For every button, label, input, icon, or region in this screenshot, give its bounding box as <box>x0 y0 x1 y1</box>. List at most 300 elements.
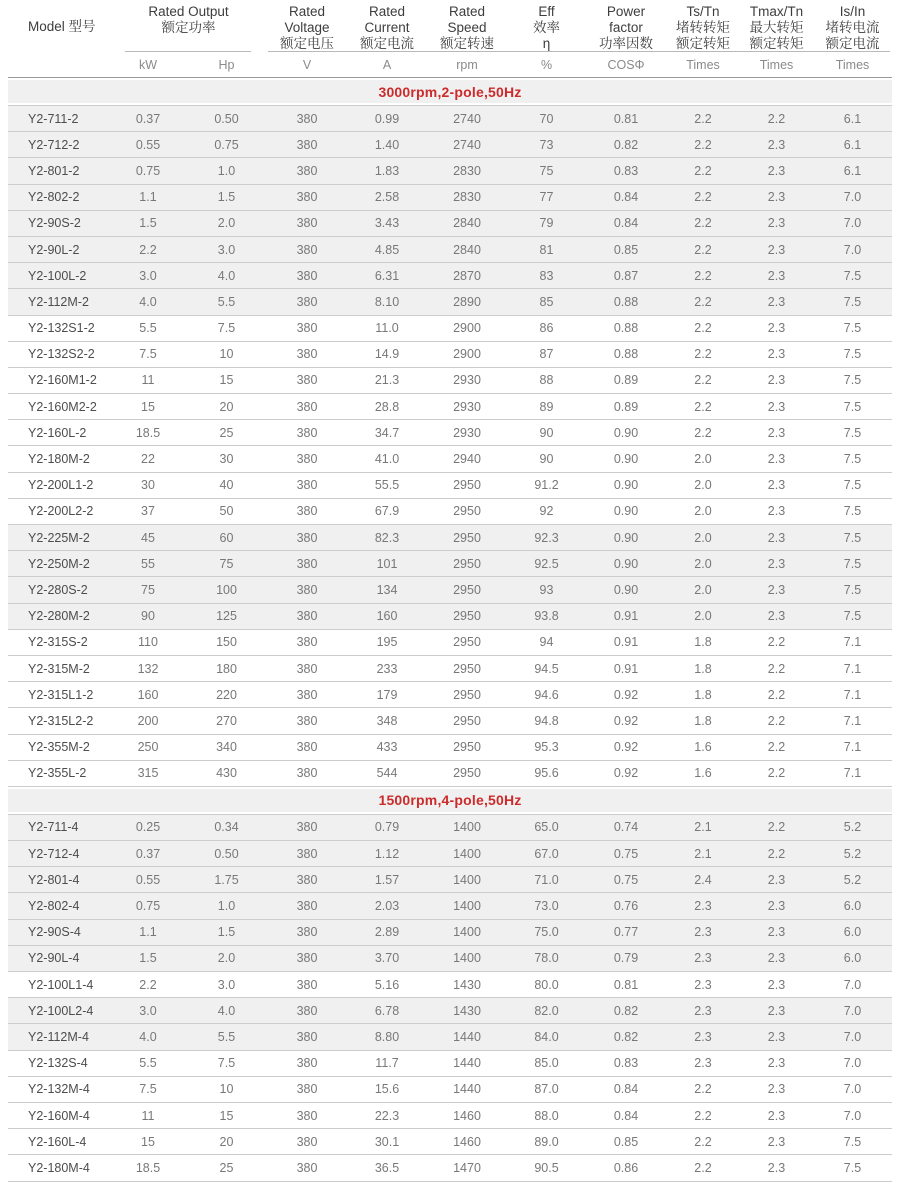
cell-is-in: 5.2 <box>843 846 862 861</box>
cell-current: 28.8 <box>374 399 400 414</box>
cell-hp: 430 <box>216 766 237 781</box>
cell-tmax-tn: 2.3 <box>767 925 786 940</box>
column-header-power-factor <box>586 0 666 53</box>
cell-current: 5.16 <box>374 977 400 992</box>
cell-efficiency: 85 <box>539 294 554 309</box>
table-row <box>8 158 892 184</box>
cell-is-in: 7.5 <box>843 294 862 309</box>
column-header-line: 额定电流 <box>825 36 880 51</box>
cell-ts-tn: 1.6 <box>694 740 712 755</box>
cell-voltage: 380 <box>296 137 318 152</box>
cell-kw: 315 <box>137 766 159 781</box>
cell-speed: 1430 <box>453 977 481 992</box>
cell-hp: 50 <box>219 504 234 519</box>
cell-voltage: 380 <box>296 925 318 940</box>
cell-kw: 3.0 <box>139 268 157 283</box>
cell-is-in: 7.5 <box>843 504 862 519</box>
cell-model: Y2-160M-4 <box>28 1108 90 1123</box>
cell-hp: 4.0 <box>217 1003 236 1018</box>
cell-power-factor: 0.82 <box>613 137 639 152</box>
table-row <box>8 106 892 132</box>
table-row <box>8 656 892 682</box>
cell-power-factor: 0.82 <box>613 1003 639 1018</box>
column-header-line: η <box>542 36 551 51</box>
cell-model: Y2-160L-2 <box>28 425 87 440</box>
cell-speed: 2950 <box>453 609 481 624</box>
cell-current: 8.10 <box>374 294 400 309</box>
cell-speed: 2950 <box>453 766 481 781</box>
units-row <box>8 53 892 78</box>
cell-model: Y2-132S-4 <box>28 1056 88 1071</box>
cell-model: Y2-132M-4 <box>28 1082 90 1097</box>
cell-model: Y2-90L-4 <box>28 951 80 966</box>
cell-current: 11.7 <box>375 1056 399 1071</box>
column-header-line: Voltage <box>284 20 330 35</box>
cell-speed: 2950 <box>453 530 481 545</box>
cell-efficiency: 83 <box>539 268 554 283</box>
cell-model: Y2-160L-4 <box>28 1134 87 1149</box>
cell-efficiency: 94.8 <box>534 713 559 728</box>
rated-output-underline <box>125 51 251 52</box>
cell-is-in: 7.0 <box>843 216 862 231</box>
header-group-underline <box>268 51 890 52</box>
cell-tmax-tn: 2.3 <box>767 1108 786 1123</box>
cell-efficiency: 65.0 <box>534 820 559 835</box>
column-header-line: Is/In <box>839 4 866 19</box>
cell-kw: 1.1 <box>139 925 157 940</box>
column-header-rated-speed <box>427 0 507 53</box>
column-header-line: Rated <box>288 4 326 19</box>
cell-kw: 0.37 <box>135 846 161 861</box>
motor-spec-table <box>8 0 892 1182</box>
cell-power-factor: 0.82 <box>613 1029 639 1044</box>
cell-hp: 4.0 <box>217 268 236 283</box>
cell-model: Y2-315L1-2 <box>28 687 94 702</box>
cell-hp: 25 <box>219 425 234 440</box>
table-row <box>8 446 892 472</box>
cell-current: 22.3 <box>374 1108 400 1123</box>
column-header-line: 效率 <box>533 20 560 35</box>
cell-model: Y2-90S-4 <box>28 925 81 940</box>
cell-power-factor: 0.75 <box>613 846 639 861</box>
column-header-line: Power <box>606 4 646 19</box>
table-row <box>8 289 892 315</box>
column-header-line: Eff <box>538 4 555 19</box>
cell-is-in: 7.5 <box>843 1134 862 1149</box>
cell-is-in: 7.0 <box>843 977 862 992</box>
table-row <box>8 211 892 237</box>
cell-ts-tn: 2.0 <box>694 582 712 597</box>
cell-ts-tn: 2.2 <box>694 1160 712 1175</box>
cell-hp: 5.5 <box>217 294 236 309</box>
cell-model: Y2-280M-2 <box>28 609 90 624</box>
cell-is-in: 7.5 <box>843 425 862 440</box>
cell-voltage: 380 <box>296 190 318 205</box>
table-row <box>8 841 892 867</box>
cell-kw: 1.1 <box>139 190 157 205</box>
cell-hp: 2.0 <box>217 951 236 966</box>
cell-hp: 75 <box>219 556 234 571</box>
cell-is-in: 7.5 <box>843 452 862 467</box>
cell-model: Y2-711-4 <box>28 820 79 835</box>
cell-power-factor: 0.76 <box>613 899 639 914</box>
cell-voltage: 380 <box>296 452 318 467</box>
cell-power-factor: 0.92 <box>613 687 639 702</box>
cell-ts-tn: 2.0 <box>694 478 712 493</box>
cell-is-in: 5.2 <box>843 820 862 835</box>
cell-tmax-tn: 2.2 <box>767 687 786 702</box>
cell-kw: 0.75 <box>135 163 161 178</box>
cell-efficiency: 86 <box>539 321 554 336</box>
unit-cell: Times <box>759 58 794 72</box>
cell-power-factor: 0.89 <box>613 373 639 388</box>
cell-efficiency: 93 <box>539 582 554 597</box>
cell-model: Y2-100L2-4 <box>28 1003 94 1018</box>
cell-ts-tn: 2.2 <box>694 242 712 257</box>
cell-current: 6.31 <box>374 268 400 283</box>
cell-hp: 150 <box>216 635 237 650</box>
cell-tmax-tn: 2.3 <box>767 347 786 362</box>
cell-efficiency: 87 <box>539 347 554 362</box>
cell-kw: 7.5 <box>139 1082 157 1097</box>
cell-efficiency: 91.2 <box>534 478 559 493</box>
cell-tmax-tn: 2.3 <box>767 294 786 309</box>
cell-ts-tn: 2.2 <box>694 1134 712 1149</box>
table-row <box>8 577 892 603</box>
cell-voltage: 380 <box>296 1003 318 1018</box>
column-header-line: 堵转电流 <box>825 20 880 35</box>
cell-hp: 1.5 <box>217 925 236 940</box>
cell-voltage: 380 <box>296 1108 318 1123</box>
cell-voltage: 380 <box>296 163 318 178</box>
cell-is-in: 7.5 <box>843 268 862 283</box>
cell-power-factor: 0.92 <box>613 740 639 755</box>
cell-hp: 340 <box>216 740 237 755</box>
cell-current: 134 <box>376 582 398 597</box>
cell-hp: 2.0 <box>217 216 236 231</box>
unit-cell: Hp <box>218 58 235 72</box>
cell-model: Y2-90S-2 <box>28 216 81 231</box>
cell-tmax-tn: 2.3 <box>767 1029 786 1044</box>
cell-tmax-tn: 2.3 <box>767 951 786 966</box>
cell-tmax-tn: 2.3 <box>767 899 786 914</box>
column-header-line: 额定转矩 <box>676 36 730 51</box>
cell-tmax-tn: 2.3 <box>767 321 786 336</box>
cell-ts-tn: 2.2 <box>694 163 712 178</box>
cell-hp: 60 <box>219 530 234 545</box>
cell-speed: 2900 <box>453 347 481 362</box>
cell-speed: 1400 <box>453 820 481 835</box>
cell-current: 1.12 <box>374 846 400 861</box>
cell-efficiency: 84.0 <box>534 1029 559 1044</box>
cell-hp: 20 <box>219 399 234 414</box>
cell-speed: 2740 <box>453 137 481 152</box>
cell-hp: 10 <box>219 347 234 362</box>
cell-tmax-tn: 2.3 <box>767 242 786 257</box>
cell-ts-tn: 2.2 <box>694 425 712 440</box>
cell-ts-tn: 2.2 <box>694 190 712 205</box>
cell-is-in: 7.5 <box>843 1160 862 1175</box>
table-row <box>8 185 892 211</box>
cell-hp: 0.50 <box>214 846 239 861</box>
cell-efficiency: 75.0 <box>534 925 559 940</box>
unit-cell: % <box>540 58 553 72</box>
column-header-line: Ts/Tn <box>686 4 720 19</box>
cell-tmax-tn: 2.2 <box>767 766 786 781</box>
cell-tmax-tn: 2.3 <box>767 556 786 571</box>
cell-kw: 18.5 <box>135 425 161 440</box>
cell-efficiency: 90.5 <box>534 1160 559 1175</box>
table-row <box>8 867 892 893</box>
cell-is-in: 7.0 <box>843 1029 862 1044</box>
cell-power-factor: 0.89 <box>613 399 639 414</box>
cell-hp: 3.0 <box>217 977 236 992</box>
cell-efficiency: 67.0 <box>534 846 559 861</box>
table-row <box>8 920 892 946</box>
column-header-line: factor <box>609 20 643 35</box>
cell-tmax-tn: 2.2 <box>767 713 786 728</box>
cell-power-factor: 0.91 <box>613 661 639 676</box>
cell-hp: 220 <box>216 687 237 702</box>
cell-ts-tn: 2.3 <box>694 951 712 966</box>
cell-kw: 3.0 <box>139 1003 157 1018</box>
cell-tmax-tn: 2.2 <box>767 635 786 650</box>
cell-speed: 2950 <box>453 556 481 571</box>
cell-current: 14.9 <box>374 347 400 362</box>
cell-ts-tn: 2.2 <box>694 373 712 388</box>
cell-ts-tn: 2.3 <box>694 899 712 914</box>
cell-tmax-tn: 2.3 <box>767 425 786 440</box>
cell-voltage: 380 <box>296 294 318 309</box>
cell-current: 41.0 <box>374 452 400 467</box>
cell-is-in: 6.1 <box>843 163 862 178</box>
cell-voltage: 380 <box>296 609 318 624</box>
cell-is-in: 6.1 <box>843 137 862 152</box>
unit-cell: Times <box>686 58 720 72</box>
cell-ts-tn: 1.8 <box>694 687 712 702</box>
cell-tmax-tn: 2.3 <box>767 977 786 992</box>
cell-current: 179 <box>376 687 398 702</box>
cell-voltage: 380 <box>296 713 318 728</box>
cell-model: Y2-200L2-2 <box>28 504 94 519</box>
column-header-line: Current <box>364 20 410 35</box>
cell-tmax-tn: 2.3 <box>767 530 786 545</box>
table-row <box>8 761 892 787</box>
cell-is-in: 7.0 <box>843 1082 862 1097</box>
column-header-line: 额定转矩 <box>749 36 804 51</box>
cell-kw: 250 <box>137 740 159 755</box>
cell-ts-tn: 2.2 <box>694 347 712 362</box>
cell-voltage: 380 <box>296 1029 318 1044</box>
cell-efficiency: 71.0 <box>534 872 559 887</box>
table-row <box>8 132 892 158</box>
cell-is-in: 7.5 <box>843 609 862 624</box>
cell-efficiency: 94.5 <box>534 661 559 676</box>
cell-is-in: 6.0 <box>843 899 862 914</box>
cell-power-factor: 0.81 <box>613 977 639 992</box>
cell-speed: 2950 <box>453 478 481 493</box>
cell-efficiency: 87.0 <box>534 1082 559 1097</box>
cell-current: 36.5 <box>374 1160 400 1175</box>
cell-tmax-tn: 2.3 <box>767 1082 786 1097</box>
cell-speed: 2950 <box>453 504 481 519</box>
cell-is-in: 7.0 <box>843 1108 862 1123</box>
unit-cell-model <box>8 53 110 77</box>
cell-speed: 2950 <box>453 713 481 728</box>
cell-is-in: 6.0 <box>843 951 862 966</box>
cell-model: Y2-712-4 <box>28 846 80 861</box>
cell-tmax-tn: 2.3 <box>767 1160 786 1175</box>
table-body <box>8 78 892 1182</box>
cell-speed: 2950 <box>453 740 481 755</box>
table-row <box>8 708 892 734</box>
cell-hp: 0.34 <box>214 820 239 835</box>
table-row <box>8 237 892 263</box>
cell-efficiency: 85.0 <box>534 1056 559 1071</box>
cell-efficiency: 94 <box>539 635 554 650</box>
cell-power-factor: 0.90 <box>613 504 639 519</box>
cell-speed: 2840 <box>453 242 481 257</box>
cell-hp: 180 <box>216 661 237 676</box>
cell-kw: 11 <box>141 373 155 388</box>
cell-model: Y2-160M2-2 <box>28 399 97 414</box>
cell-speed: 2930 <box>453 399 481 414</box>
column-header-line: 额定功率 <box>161 20 216 35</box>
cell-model: Y2-315S-2 <box>28 635 88 650</box>
cell-current: 30.1 <box>374 1134 400 1149</box>
cell-power-factor: 0.84 <box>613 190 639 205</box>
cell-speed: 2930 <box>453 373 481 388</box>
cell-kw: 18.5 <box>135 1160 161 1175</box>
column-header-line: Tmax/Tn <box>749 4 804 19</box>
cell-voltage: 380 <box>296 1082 318 1097</box>
cell-power-factor: 0.77 <box>613 925 639 940</box>
cell-voltage: 380 <box>296 899 318 914</box>
cell-ts-tn: 2.3 <box>694 1056 712 1071</box>
cell-current: 233 <box>376 661 398 676</box>
cell-tmax-tn: 2.2 <box>767 740 786 755</box>
cell-hp: 15 <box>219 373 234 388</box>
cell-voltage: 380 <box>296 425 318 440</box>
cell-ts-tn: 2.2 <box>694 111 712 126</box>
cell-ts-tn: 2.2 <box>694 268 712 283</box>
cell-voltage: 380 <box>296 556 318 571</box>
column-header-rated-voltage <box>267 0 347 53</box>
cell-model: Y2-802-2 <box>28 190 80 205</box>
cell-voltage: 380 <box>296 951 318 966</box>
table-row <box>8 316 892 342</box>
table-row <box>8 1077 892 1103</box>
table-row <box>8 525 892 551</box>
cell-ts-tn: 2.2 <box>694 294 712 309</box>
cell-kw: 22 <box>141 452 155 467</box>
cell-current: 3.43 <box>374 216 400 231</box>
cell-is-in: 7.5 <box>843 373 862 388</box>
cell-speed: 1440 <box>453 1056 481 1071</box>
cell-voltage: 380 <box>296 242 318 257</box>
cell-model: Y2-280S-2 <box>28 582 88 597</box>
cell-power-factor: 0.85 <box>613 242 639 257</box>
cell-efficiency: 90 <box>539 425 554 440</box>
cell-voltage: 380 <box>296 872 318 887</box>
table-row <box>8 893 892 919</box>
cell-ts-tn: 2.1 <box>694 846 712 861</box>
cell-kw: 110 <box>138 635 158 650</box>
cell-power-factor: 0.84 <box>613 1108 639 1123</box>
cell-speed: 2900 <box>453 321 481 336</box>
cell-speed: 1400 <box>453 899 481 914</box>
cell-efficiency: 80.0 <box>534 977 559 992</box>
cell-speed: 1440 <box>453 1029 481 1044</box>
cell-current: 8.80 <box>374 1029 400 1044</box>
cell-is-in: 7.1 <box>843 661 862 676</box>
cell-current: 101 <box>376 556 398 571</box>
cell-kw: 0.75 <box>135 899 161 914</box>
cell-ts-tn: 2.0 <box>694 504 712 519</box>
cell-ts-tn: 2.3 <box>694 1029 712 1044</box>
cell-power-factor: 0.91 <box>613 635 639 650</box>
cell-voltage: 380 <box>296 399 318 414</box>
cell-power-factor: 0.90 <box>613 425 639 440</box>
unit-cell: Times <box>835 58 870 72</box>
cell-voltage: 380 <box>296 582 318 597</box>
cell-power-factor: 0.88 <box>613 294 639 309</box>
cell-voltage: 380 <box>296 478 318 493</box>
cell-kw: 200 <box>137 713 159 728</box>
cell-current: 0.79 <box>374 820 400 835</box>
cell-ts-tn: 2.2 <box>694 1082 712 1097</box>
column-header-rated-output <box>110 0 267 53</box>
cell-kw: 15 <box>141 1134 155 1149</box>
cell-power-factor: 0.86 <box>613 1160 639 1175</box>
cell-current: 544 <box>376 766 398 781</box>
cell-efficiency: 90 <box>539 452 554 467</box>
table-row <box>8 604 892 630</box>
cell-kw: 160 <box>137 687 159 702</box>
cell-tmax-tn: 2.3 <box>767 216 786 231</box>
column-header-rated-current <box>347 0 427 53</box>
cell-is-in: 7.1 <box>843 740 862 755</box>
table-row <box>8 420 892 446</box>
cell-power-factor: 0.90 <box>613 530 639 545</box>
cell-speed: 2740 <box>453 111 481 126</box>
column-header-line: 最大转矩 <box>749 20 804 35</box>
table-row <box>8 946 892 972</box>
table-header <box>8 0 892 78</box>
cell-ts-tn: 2.1 <box>694 820 712 835</box>
cell-kw: 7.5 <box>139 347 157 362</box>
cell-model: Y2-100L1-4 <box>28 977 94 992</box>
cell-is-in: 7.5 <box>843 478 862 493</box>
cell-speed: 2950 <box>453 635 481 650</box>
cell-power-factor: 0.83 <box>613 1056 639 1071</box>
cell-kw: 1.5 <box>139 216 157 231</box>
cell-tmax-tn: 2.3 <box>767 504 786 519</box>
cell-efficiency: 79 <box>539 216 554 231</box>
cell-kw: 75 <box>141 582 155 597</box>
cell-hp: 7.5 <box>217 321 236 336</box>
cell-tmax-tn: 2.3 <box>767 582 786 597</box>
cell-speed: 2950 <box>453 687 481 702</box>
cell-power-factor: 0.90 <box>613 478 639 493</box>
cell-ts-tn: 2.2 <box>694 321 712 336</box>
cell-model: Y2-225M-2 <box>28 530 90 545</box>
cell-tmax-tn: 2.3 <box>767 268 786 283</box>
cell-power-factor: 0.74 <box>613 820 639 835</box>
cell-ts-tn: 2.4 <box>694 872 712 887</box>
cell-efficiency: 95.6 <box>534 766 559 781</box>
section-title: 3000rpm,2-pole,50Hz <box>8 78 892 106</box>
